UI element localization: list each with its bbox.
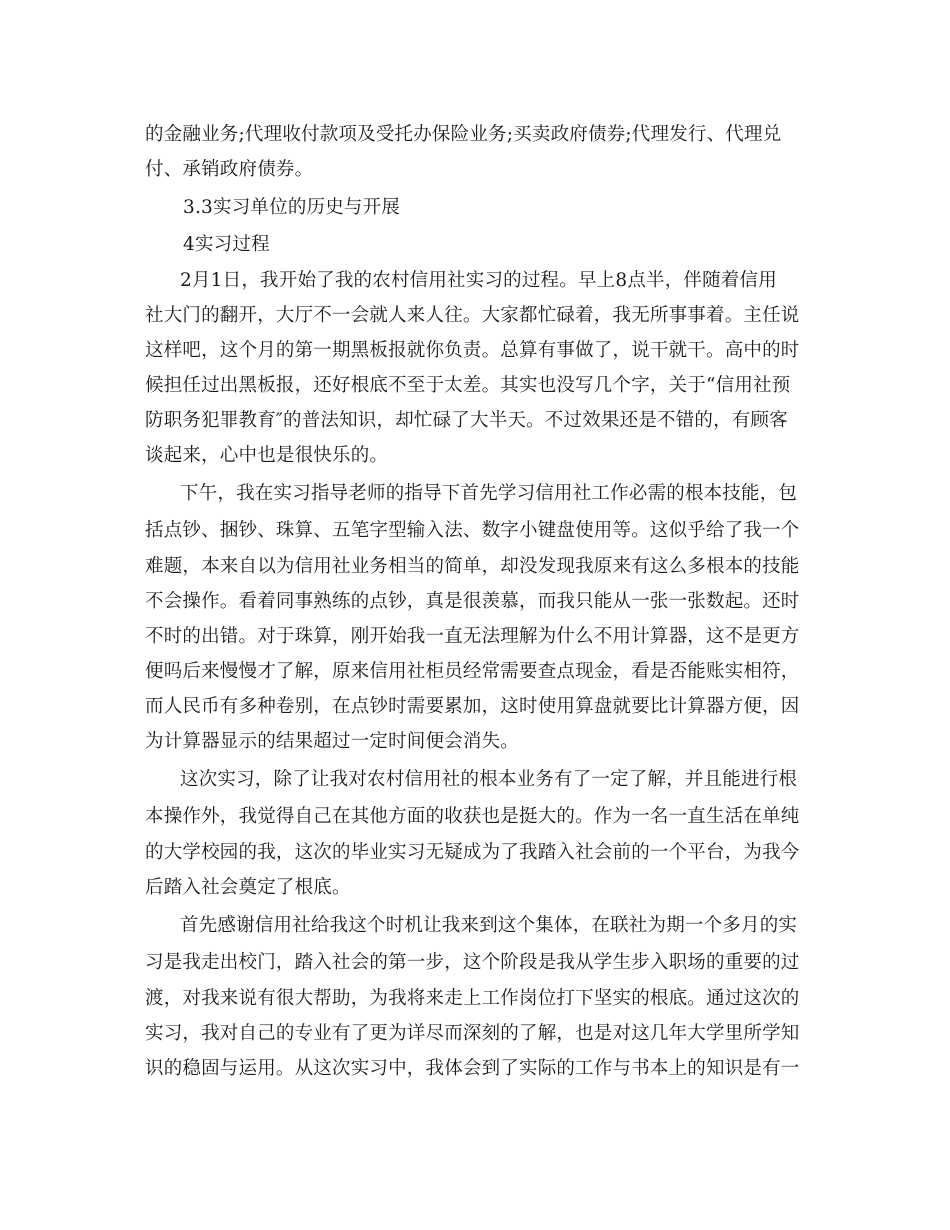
- text-line: 防职务犯罪教育″的普法知识，却忙碌了大半天。不过效果还是不错的，有顾客: [145, 410, 788, 431]
- text-line: 候担任过出黑板报，还好根底不至于太差。其实也没写几个字，关于“信用社预: [145, 375, 791, 396]
- text-line: 首先感谢信用社给我这个时机让我来到这个集体，在联社为期一个多月的实: [180, 915, 798, 936]
- text-line: 2月1日，我开始了我的农村信用社实习的过程。早上8点半，伴随着信用: [180, 270, 777, 291]
- text-line: 不会操作。看着同事熟练的点钞，真是很羡慕，而我只能从一张一张数起。还时: [145, 591, 800, 612]
- text-line: 这次实习，除了让我对农村信用社的根本业务有了一定了解，并且能进行根: [180, 769, 798, 790]
- section-heading: 3.3实习单位的历史与开展: [183, 197, 401, 218]
- text-line: 实习，我对自己的专业有了更为详尽而深刻的了解，也是对这几年大学里所学知: [145, 1023, 800, 1044]
- text-line: 本操作外，我觉得自己在其他方面的收获也是挺大的。作为一名一直生活在单纯: [145, 806, 800, 827]
- text-line: 后踏入社会奠定了根底。: [145, 877, 351, 898]
- text-line: 难题，本来自以为信用社业务相当的简单，却没发现我原来有这么多根本的技能: [145, 556, 800, 577]
- text-line: 付、承销政府债券。: [145, 159, 314, 180]
- text-line: 而人民币有多种卷别，在点钞时需要累加，这时使用算盘就要比计算器方便，因: [145, 696, 800, 717]
- text-line: 社大门的翻开，大厅不一会就人来人往。大家都忙碌着，我无所事事着。主任说: [145, 305, 800, 326]
- text-line: 渡，对我来说有很大帮助，为我将来走上工作岗位打下坚实的根底。通过这次的: [145, 988, 800, 1009]
- text-line: 识的稳固与运用。从这次实习中，我体会到了实际的工作与书本上的知识是有一: [145, 1058, 800, 1079]
- text-line: 这样吧，这个月的第一期黑板报就你负责。总算有事做了，说干就干。高中的时: [145, 340, 800, 361]
- text-line: 谈起来，心中也是很快乐的。: [145, 445, 389, 466]
- text-line: 括点钞、捆钞、珠算、五笔字型输入法、数字小键盘使用等。这似乎给了我一个: [145, 520, 800, 541]
- text-line: 便吗后来慢慢才了解，原来信用社柜员经常需要查点现金，看是否能账实相符，: [145, 661, 800, 682]
- text-line: 的大学校园的我，这次的毕业实习无疑成为了我踏入社会前的一个平台，为我今: [145, 842, 800, 863]
- text-line: 为计算器显示的结果超过一定时间便会消失。: [145, 731, 520, 752]
- text-line: 习是我走出校门，踏入社会的第一步，这个阶段是我从学生步入职场的重要的过: [145, 952, 800, 973]
- section-heading: 4实习过程: [183, 234, 270, 255]
- text-line: 的金融业务;代理收付款项及受托办保险业务;买卖政府债券;代理发行、代理兑: [145, 124, 782, 145]
- text-line: 下午，我在实习指导老师的指导下首先学习信用社工作必需的根本技能，包: [180, 483, 798, 504]
- text-line: 不时的出错。对于珠算，刚开始我一直无法理解为什么不用计算器，这不是更方: [145, 626, 800, 647]
